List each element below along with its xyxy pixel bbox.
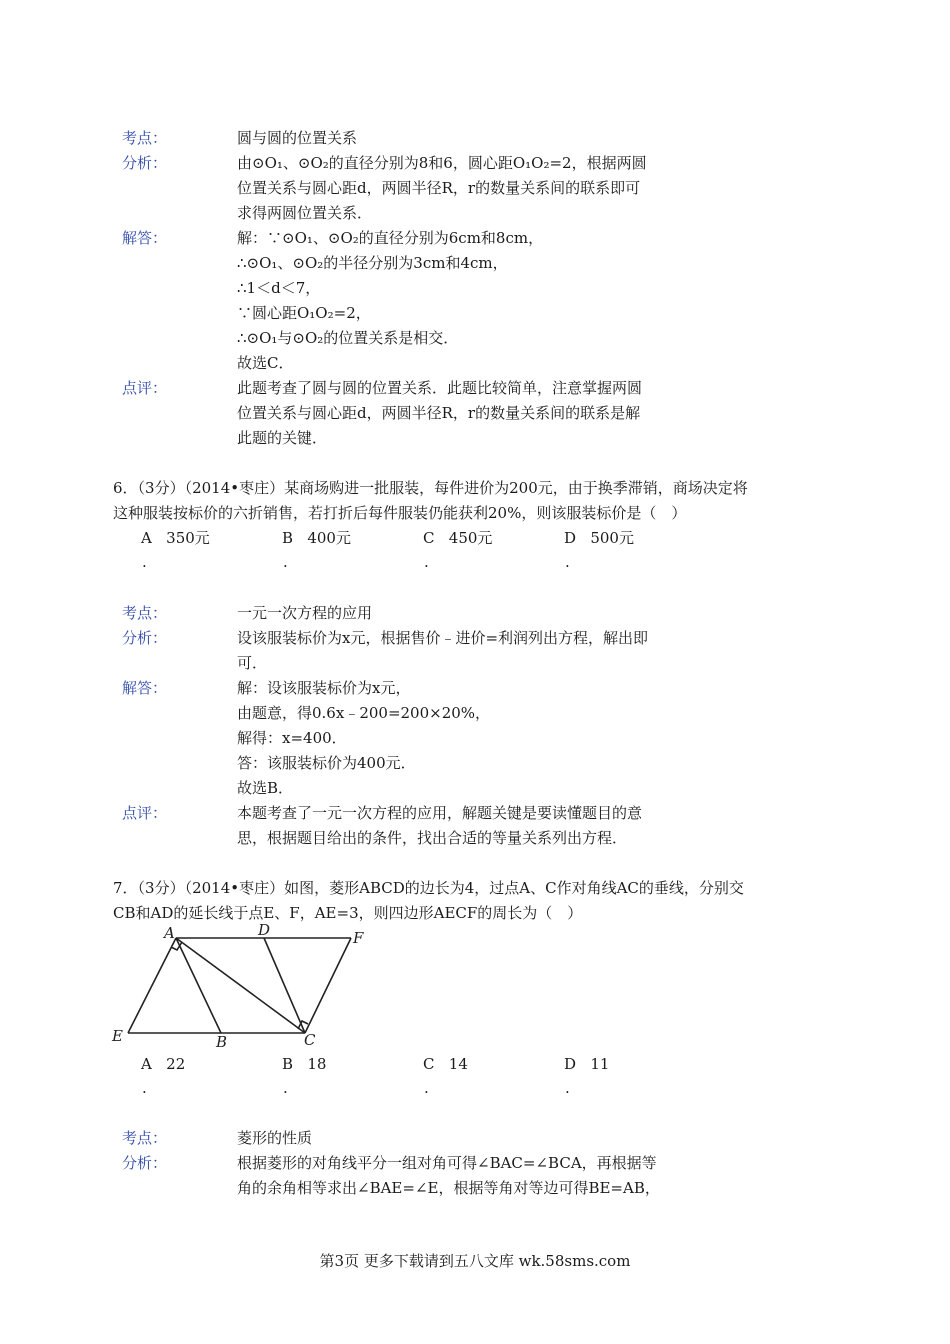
option-dot: .	[283, 553, 288, 571]
q7-stem-line: CB和AD的延长线于点E、F，AE=3，则四边形AECF的周长为（ ）	[113, 904, 583, 922]
segment-ac	[176, 938, 305, 1033]
q6-jieda-line: 解：设该服装标价为x元，	[237, 679, 411, 697]
option-text: 18	[307, 1055, 327, 1073]
q5-dianping-label: 点评：	[122, 379, 168, 397]
q6-jieda-line: 答：该服装标价为400元．	[237, 754, 416, 772]
q6-jieda-line: 故选B．	[237, 779, 294, 797]
label-b: B	[216, 1033, 228, 1051]
q6-jieda-line: 由题意，得0.6x﹣200=200×20%，	[237, 704, 491, 722]
option-dot: .	[283, 1079, 288, 1097]
option-letter: D	[564, 1055, 577, 1073]
option-dot: .	[424, 553, 429, 571]
q5-dianping-line: 此题考查了圆与圆的位置关系．此题比较简单，注意掌握两圆	[237, 379, 643, 397]
q7-kaodian-label: 考点：	[122, 1129, 168, 1147]
option-text: 450元	[448, 529, 493, 547]
q6-stem-line: 6．（3分）（2014•枣庄）某商场购进一批服装，每件进价为200元，由于换季滞销，商场决定将	[113, 479, 748, 497]
q5-jieda-line: ∴⊙O₁与⊙O₂的位置关系是相交．	[237, 329, 459, 347]
option-text: 350元	[166, 529, 210, 547]
option-letter: A	[141, 1055, 152, 1073]
option-letter: D	[564, 529, 577, 547]
q5-dianping-line: 此题的关键．	[237, 429, 328, 447]
segment-ab	[176, 938, 221, 1033]
q6-jieda-line: 解得：x=400．	[237, 729, 347, 747]
q5-fenxi-label: 分析：	[122, 154, 168, 172]
label-d: D	[258, 921, 271, 939]
option-text: 400元	[307, 529, 351, 547]
q5-jieda-line: 故选C．	[237, 354, 294, 372]
q6-fenxi-line: 可．	[237, 654, 268, 672]
segment-ae	[128, 938, 176, 1033]
q7-option-b[interactable]	[282, 1054, 326, 1074]
label-c: C	[304, 1031, 316, 1049]
q5-fenxi-line: 位置关系与圆心距d，两圆半径R，r的数量关系间的联系即可	[237, 179, 641, 197]
q6-fenxi-line: 设该服装标价为x元，根据售价﹣进价=利润列出方程，解出即	[237, 629, 649, 647]
q5-jieda-line: 解：∵⊙O₁、⊙O₂的直径分别为6cm和8cm，	[237, 229, 544, 247]
option-dot: .	[565, 553, 570, 571]
q7-fenxi-label: 分析：	[122, 1154, 168, 1172]
q6-fenxi-label: 分析：	[122, 629, 168, 647]
q5-jieda-line: ∵圆心距O₁O₂=2，	[237, 304, 371, 322]
q6-kaodian: 一元一次方程的应用	[237, 604, 373, 622]
q6-option-b[interactable]	[282, 528, 351, 548]
q5-jieda-label: 解答：	[122, 229, 168, 247]
q7-fenxi-line: 根据菱形的对角线平分一组对角可得∠BAC=∠BCA，再根据等	[237, 1154, 657, 1172]
option-letter: C	[423, 529, 435, 547]
page-footer: 第3页 更多下载请到五八文库 wk.58sms.com	[319, 1252, 631, 1270]
q6-option-c[interactable]	[423, 528, 492, 548]
q7-fenxi-line: 角的余角相等求出∠BAE=∠E，根据等角对等边可得BE=AB，	[237, 1179, 660, 1197]
label-e: E	[112, 1027, 123, 1045]
option-text: 22	[166, 1055, 186, 1073]
option-text: 14	[448, 1055, 468, 1073]
q5-jieda-line: ∴⊙O₁、⊙O₂的半径分别为3cm和4cm，	[237, 254, 508, 272]
q5-fenxi-line: 由⊙O₁、⊙O₂的直径分别为8和6，圆心距O₁O₂=2，根据两圆	[237, 154, 647, 172]
label-a: A	[164, 924, 175, 942]
option-dot: .	[565, 1079, 570, 1097]
option-letter: B	[282, 1055, 294, 1073]
q6-option-a[interactable]	[141, 528, 210, 548]
option-dot: .	[424, 1079, 429, 1097]
q6-dianping-line: 思，根据题目给出的条件，找出合适的等量关系列出方程．	[237, 829, 628, 847]
segment-fc	[305, 938, 351, 1033]
option-dot: .	[142, 553, 147, 571]
q7-option-d[interactable]	[564, 1054, 609, 1074]
q6-dianping-label: 点评：	[122, 804, 168, 822]
q6-stem-line: 这种服装按标价的六折销售，若打折后每件服装仍能获利20%，则该服装标价是（ ）	[113, 504, 687, 522]
option-text: 11	[590, 1055, 610, 1073]
q6-dianping-line: 本题考查了一元一次方程的应用，解题关键是要读懂题目的意	[237, 804, 643, 822]
option-text: 500元	[590, 529, 634, 547]
q7-kaodian: 菱形的性质	[237, 1129, 313, 1147]
q7-stem-line: 7．（3分）（2014•枣庄）如图，菱形ABCD的边长为4，过点A、C作对角线AC的垂线，分别交	[113, 879, 744, 897]
option-letter: B	[282, 529, 294, 547]
option-dot: .	[142, 1079, 147, 1097]
q5-dianping-line: 位置关系与圆心距d，两圆半径R，r的数量关系间的联系是解	[237, 404, 641, 422]
q5-kaodian-label: 考点：	[122, 129, 168, 147]
q5-fenxi-line: 求得两圆位置关系．	[237, 204, 373, 222]
label-f: F	[353, 929, 364, 947]
option-letter: C	[423, 1055, 435, 1073]
q6-kaodian-label: 考点：	[122, 604, 168, 622]
q6-option-d[interactable]	[564, 528, 634, 548]
rhombus-figure	[108, 920, 378, 1055]
q5-kaodian: 圆与圆的位置关系	[237, 129, 358, 147]
q6-jieda-label: 解答：	[122, 679, 168, 697]
q7-option-a[interactable]	[141, 1054, 185, 1074]
option-letter: A	[141, 529, 152, 547]
q5-jieda-line: ∴1＜d＜7，	[237, 279, 321, 297]
q7-option-c[interactable]	[423, 1054, 468, 1074]
